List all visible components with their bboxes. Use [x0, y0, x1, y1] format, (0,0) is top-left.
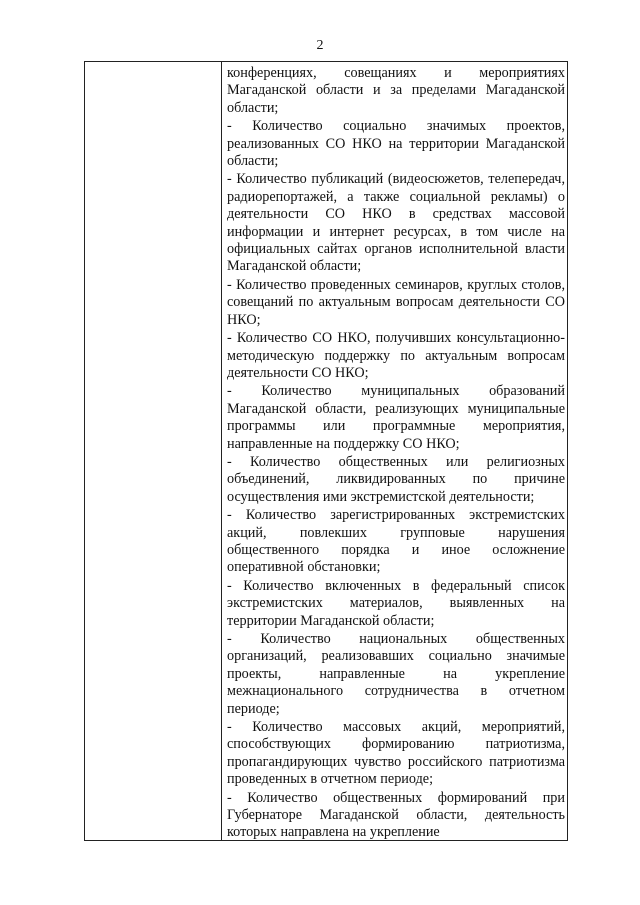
- indicator-item: - Количество публикаций (видеосюжетов, телепередач, радиорепортажей, а также социальной рекламы) о деятельности СО НКО в средствах массовой информации и интернет ресурсах, в том числе на официальных сайтах органов исполнительной власти Магаданской области;: [227, 171, 565, 275]
- indicator-item: - Количество общественных формирований при Губернаторе Магаданской области, деятельность которых направлена на укрепление: [227, 789, 565, 841]
- indicators-cell: [227, 65, 565, 842]
- page-number: 2: [316, 38, 324, 53]
- indicator-item: - Количество включенных в федеральный список экстремистских материалов, выявленных на территории Магаданской области;: [227, 577, 565, 629]
- indicator-item: - Количество проведенных семинаров, круглых столов, совещаний по актуальным вопросам деятельности СО НКО;: [227, 276, 565, 328]
- indicator-item: - Количество зарегистрированных экстремистских акций, повлекших групповые нарушения общественного порядка и иное осложнение оперативной обстановки;: [227, 507, 565, 576]
- indicator-item: - Количество СО НКО, получивших консультационно-методическую поддержку по актуальным вопросам деятельности СО НКО;: [227, 330, 565, 381]
- indicator-item: - Количество национальных общественных организаций, реализовавших социально значимые проекты, направленные на укрепление межнационального сотрудничества в отчетном периоде;: [227, 631, 565, 717]
- indicator-item: конференциях, совещаниях и мероприятиях Магаданской области и за пределами Магаданской области;: [227, 65, 565, 116]
- indicator-item: - Количество массовых акций, мероприятий, способствующих формированию патриотизма, пропагандирующих чувство российского патриотизма проведенных в отчетном периоде;: [227, 719, 565, 788]
- column-divider: [221, 62, 222, 840]
- indicator-item: - Количество социально значимых проектов, реализованных СО НКО на территории Магаданской области;: [227, 118, 565, 170]
- indicator-item: - Количество муниципальных образований Магаданской области, реализующих муниципальные программы или программные мероприятия, направленные на поддержку СО НКО;: [227, 383, 565, 452]
- indicator-item: - Количество общественных или религиозных объединений, ликвидированных по причине осуществления ими экстремистской деятельности;: [227, 453, 565, 505]
- indicator-table: [84, 61, 568, 841]
